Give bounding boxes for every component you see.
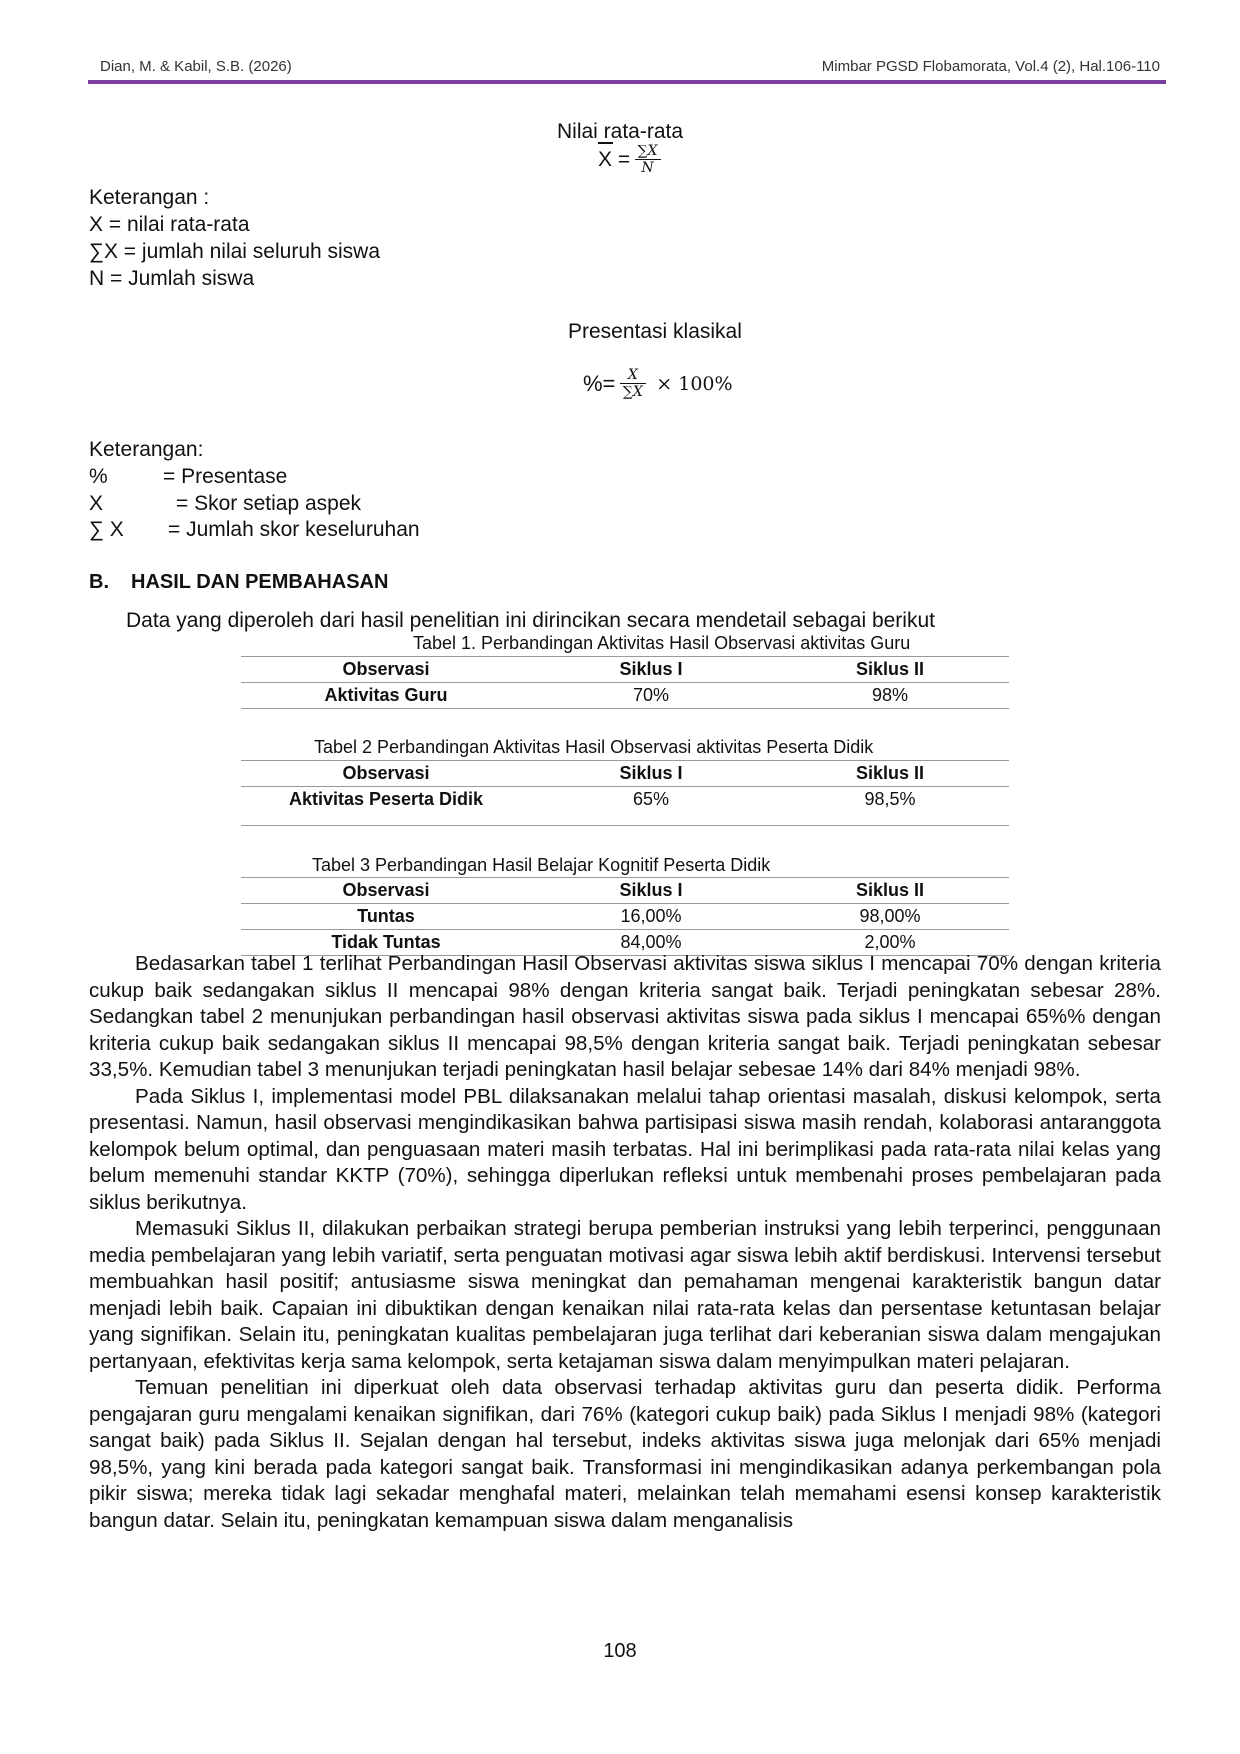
- table-header-row: [241, 657, 1009, 683]
- table-header-cell: Observasi: [241, 878, 531, 904]
- table-cell: Aktivitas Guru: [241, 683, 531, 709]
- section-intro: Data yang diperoleh dari hasil penelitian ini dirincikan secara mendetail sebagai berikut: [126, 609, 935, 632]
- paragraph: Temuan penelitian ini diperkuat oleh data observasi terhadap aktivitas guru dan peserta didik. Performa pengajaran guru mengalami kenaikan signifikan, dari 76% (kategori cukup baik) pada Siklus I menjadi 98% (kategori sangat baik) pada Siklus II. Sejalan dengan hal tersebut, indeks aktivitas siswa juga melonjak dari 65% menjadi 98,5%, yang kini berada pada kategori sangat baik. Transformasi ini mengindikasikan adanya perkembangan pola pikir siswa; mereka tidak lagi sekadar menghafal materi, melainkan telah memahami esensi konsep karakteristik bangun datar. Selain itu, peningkatan kemampuan siswa dalam menganalisis: [89, 1376, 1161, 1532]
- table-header-cell: Observasi: [241, 657, 531, 683]
- formula-mean-denominator: N: [641, 160, 654, 176]
- paragraph: Pada Siklus I, implementasi model PBL dilaksanakan melalui tahap orientasi masalah, diskusi kelompok, serta presentasi. Namun, hasil observasi mengindikasikan bahwa partisipasi siswa masih rendah, kolaborasi antaranggota kelompok belum optimal, dan penguasaan materi masih terbatas. Hal ini berimplikasi pada rata-rata nilai kelas yang belum memenuhi standar KKTP (70%), sehingga diperlukan refleksi untuk membenahi proses pembelajaran pada siklus berikutnya.: [89, 1084, 1161, 1214]
- table-caption: Tabel 2 Perbandingan Aktivitas Hasil Observasi aktivitas Peserta Didik: [314, 737, 874, 757]
- legend2-description: = Presentase: [163, 465, 288, 488]
- table-header-cell: Observasi: [241, 761, 531, 787]
- header-citation: Dian, M. & Kabil, S.B. (2026): [100, 58, 292, 75]
- paragraph: Bedasarkan tabel 1 terlihat Perbandingan Hasil Observasi aktivitas siswa siklus I mencapai 70% dengan kriteria cukup baik sedangakan siklus II mencapai 98% dengan kriteria sangat baik. Terjadi peningkatan sebesar 28%. Sedangkan tabel 2 menunjukan perbandingan hasil observasi aktivitas siswa pada siklus I mencapai 65%% dengan kriteria cukup baik sedangakan siklus II mencapai 98,5% dengan kriteria sangat baik. Terjadi peningkatan sebesar 33,5%. Kemudian tabel 3 menunjukan terjadi peningkatan hasil belajar sebesae 14% dari 84% menjadi 98%.: [89, 952, 1161, 1081]
- formula-mean-title: Nilai rata-rata: [557, 120, 684, 143]
- table-caption: Tabel 3 Perbandingan Hasil Belajar Kognitif Peserta Didik: [312, 855, 771, 875]
- body-text: [89, 951, 1161, 1534]
- table-caption: Tabel 1. Perbandingan Aktivitas Hasil Observasi aktivitas Guru: [413, 633, 911, 653]
- table-cell: 98,5%: [771, 787, 1009, 826]
- table-cell: Aktivitas Peserta Didik: [241, 787, 531, 826]
- table-header-cell: Siklus II: [771, 878, 1009, 904]
- section-title: HASIL DAN PEMBAHASAN: [131, 571, 389, 593]
- legend1-line: X = nilai rata-rata: [89, 213, 250, 236]
- table-header-cell: Siklus I: [531, 878, 771, 904]
- legend1-line: N = Jumlah siswa: [89, 267, 255, 290]
- table-header-cell: Siklus I: [531, 761, 771, 787]
- table-header-cell: Siklus I: [531, 657, 771, 683]
- overline-bar: [598, 142, 613, 144]
- table-cell: 70%: [531, 683, 771, 709]
- header-rule: [88, 80, 1166, 84]
- paragraph: Memasuki Siklus II, dilakukan perbaikan strategi berupa pemberian instruksi yang lebih terperinci, penggunaan media pembelajaran yang lebih variatif, serta penguatan motivasi agar siswa lebih aktif berdiskusi. Intervensi tersebut membuahkan hasil positif; antusiasme siswa meningkat dan pemahaman mengenai karakteristik bangun datar menjadi lebih baik. Capaian ini dibuktikan dengan kenaikan nilai rata-rata kelas dan persentase ketuntasan belajar yang signifikan. Selain itu, peningkatan kualitas pembelajaran juga terlihat dari keberanian siswa dalam mengajukan pertanyaan, efektivitas kerja sama kelompok, serta ketajaman siswa dalam menyimpulkan materi pelajaran.: [89, 1217, 1161, 1373]
- table-cell: 84,00%: [531, 930, 771, 956]
- legend1-line: ∑X = jumlah nilai seluruh siswa: [89, 240, 381, 263]
- table-cell: 16,00%: [620, 906, 682, 926]
- table-header-row: [241, 878, 1009, 904]
- formula-mean-fraction: [635, 143, 661, 176]
- formula-mean: [598, 143, 661, 187]
- legend1-heading: Keterangan :: [89, 186, 210, 209]
- section-label: B.: [89, 571, 109, 593]
- table-row: [241, 904, 1009, 930]
- legend2-symbol: ∑ X: [89, 518, 124, 541]
- legend2-description: = Skor setiap aspek: [176, 492, 362, 515]
- table-header-row: [241, 761, 1009, 787]
- formula-percent-lhs: %=: [583, 370, 616, 396]
- legend2-symbol: X: [89, 492, 104, 515]
- header-journal: Mimbar PGSD Flobamorata, Vol.4 (2), Hal.106-110: [821, 58, 1160, 75]
- table-cell: 65%: [531, 787, 771, 826]
- table-cell: 98,00%: [859, 906, 921, 926]
- table-row: [241, 683, 1009, 709]
- formula-percent-fraction: [620, 367, 646, 400]
- legend2-symbol: %: [89, 465, 108, 488]
- formula-percent: [583, 367, 733, 411]
- table-cell: Tidak Tuntas: [241, 930, 531, 956]
- table-cell: 2,00%: [771, 930, 1009, 956]
- page-number: 108: [603, 1640, 637, 1662]
- formula-mean-lhs: X =: [598, 147, 631, 171]
- table-cell: 98%: [771, 683, 1009, 709]
- table-header-cell: Siklus II: [771, 657, 1009, 683]
- formula-percent-numerator: X: [620, 367, 646, 384]
- legend2-heading: Keterangan:: [89, 438, 204, 461]
- running-header: [100, 58, 1160, 78]
- table-cell: Tuntas: [357, 906, 415, 926]
- table-1: [241, 656, 1009, 709]
- formula-percent-denominator: ∑X: [622, 384, 643, 400]
- table-row: [241, 787, 1009, 826]
- formula-percent-title: Presentasi klasikal: [568, 320, 742, 343]
- table-2: [241, 760, 1009, 826]
- legend2-description: = Jumlah skor keseluruhan: [168, 518, 420, 541]
- formula-mean-numerator: ∑X: [635, 143, 661, 160]
- table-header-cell: Siklus II: [771, 761, 1009, 787]
- formula-percent-rhs: × 100%: [656, 372, 733, 395]
- table-3: [241, 877, 1009, 956]
